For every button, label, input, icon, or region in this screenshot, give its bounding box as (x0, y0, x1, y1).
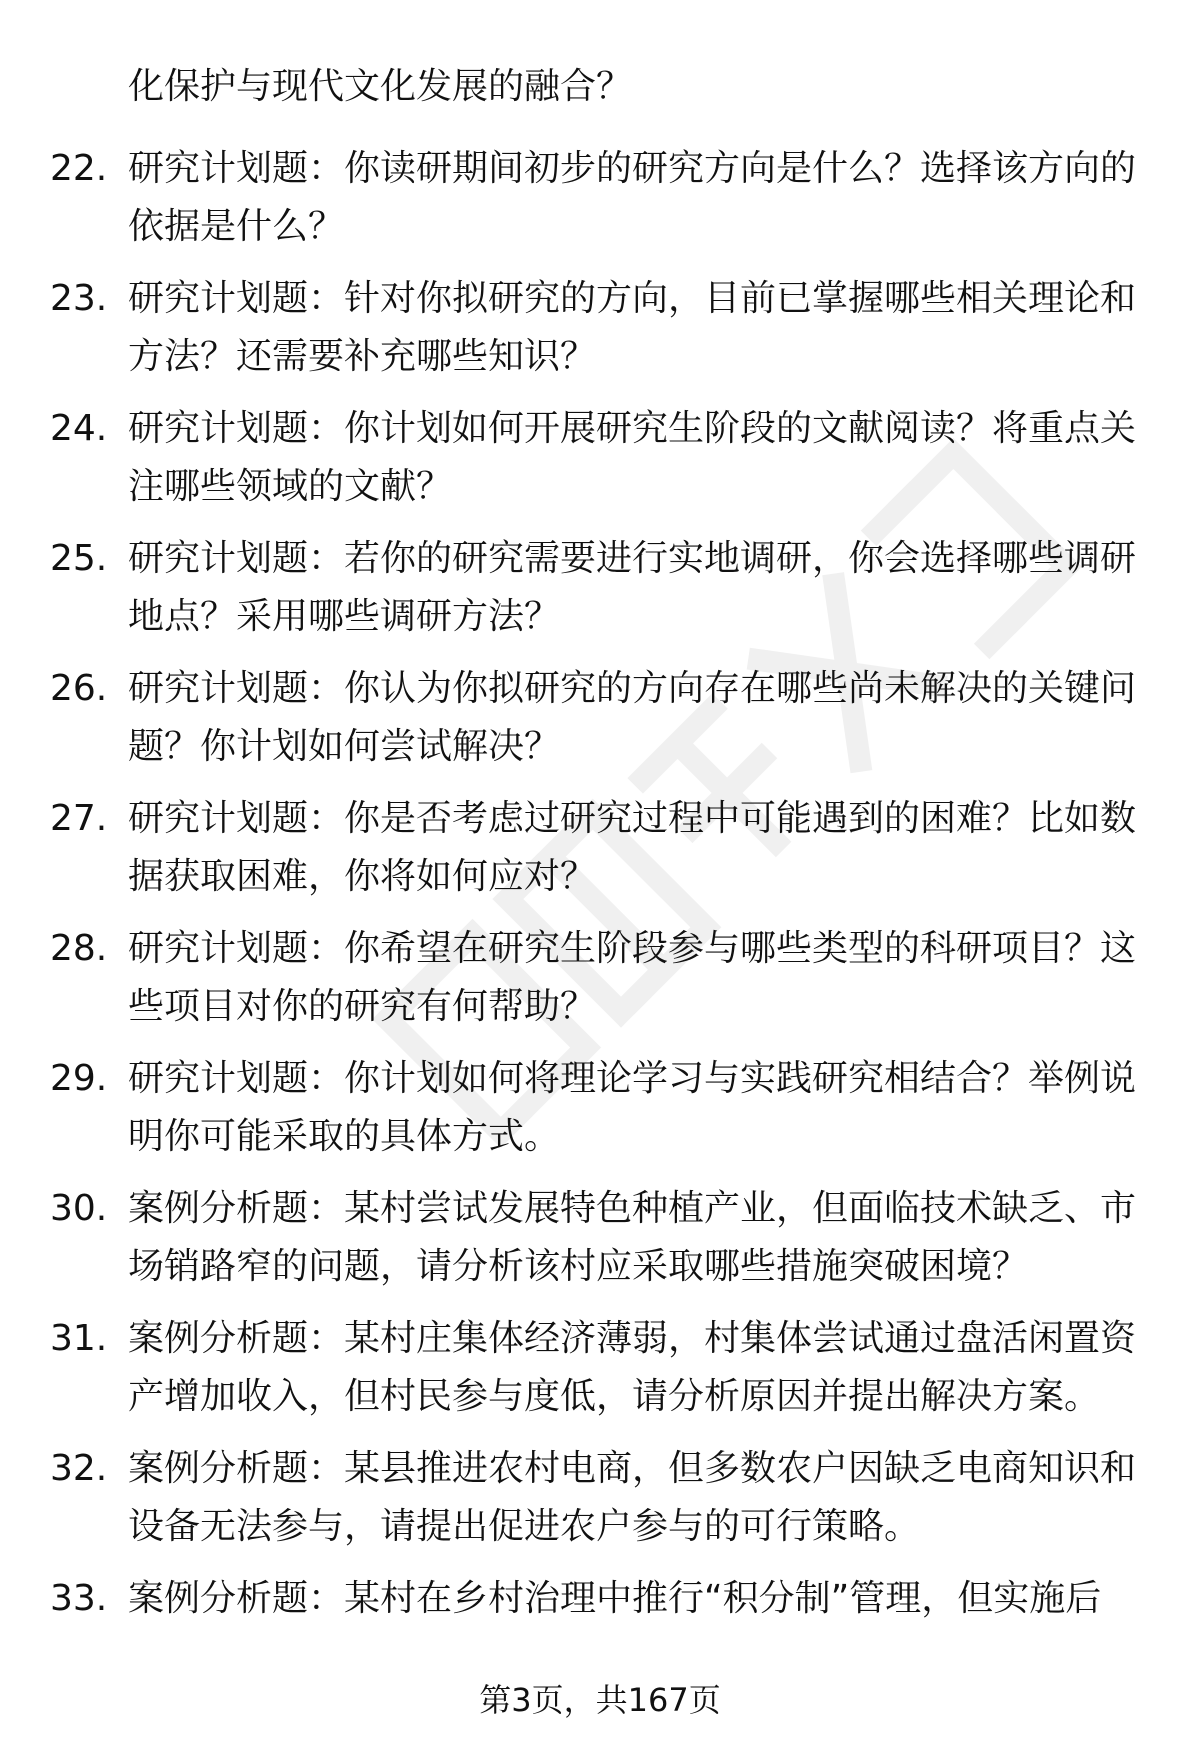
question-line: 场销路窄的问题，请分析该村应采取哪些措施突破困境？ (128, 1246, 1029, 1287)
question-text (128, 400, 1138, 516)
question-line: 案例分析题：某县推进农村电商，但多数农户因缺乏电商知识和 (128, 1448, 1137, 1489)
question-number: 30. (50, 1188, 108, 1229)
question-number: 31. (50, 1318, 108, 1359)
question-line: 研究计划题：你计划如何开展研究生阶段的文献阅读？将重点关 (128, 408, 1137, 449)
question-line: 研究计划题：若你的研究需要进行实地调研，你会选择哪些调研 (128, 538, 1137, 579)
list-item (0, 1440, 1200, 1570)
question-number: 24. (50, 408, 108, 449)
question-number: 32. (50, 1448, 108, 1489)
continuation-line: 化保护与现代文化发展的融合？ (128, 66, 633, 107)
list-item (0, 530, 1200, 660)
question-line: 依据是什么？ (128, 206, 345, 247)
question-line: 研究计划题：你希望在研究生阶段参与哪些类型的科研项目？这 (128, 928, 1137, 969)
question-line: 设备无法参与，请提出促进农户参与的可行策略。 (128, 1506, 921, 1547)
list-item (0, 270, 1200, 400)
page-footer: 第3页，共167页 (479, 1681, 721, 1719)
list-item (0, 920, 1200, 1050)
question-number: 29. (50, 1058, 108, 1099)
list-item (0, 1310, 1200, 1440)
question-number: 23. (50, 278, 108, 319)
question-line: 案例分析题：某村在乡村治理中推行“积分制”管理，但实施后 (128, 1578, 1102, 1619)
question-line: 题？你计划如何尝试解决？ (128, 726, 561, 767)
question-line: 研究计划题：你认为你拟研究的方向存在哪些尚未解决的关键问 (128, 668, 1137, 709)
question-text (128, 660, 1138, 776)
question-text (128, 530, 1138, 646)
question-line: 产增加收入，但村民参与度低，请分析原因并提出解决方案。 (128, 1376, 1101, 1417)
list-item (0, 1050, 1200, 1180)
question-number: 33. (50, 1578, 108, 1619)
question-text (128, 1440, 1138, 1556)
question-text (128, 140, 1138, 256)
question-line: 研究计划题：你计划如何将理论学习与实践研究相结合？举例说 (128, 1058, 1137, 1099)
question-text (128, 1310, 1138, 1426)
question-line: 明你可能采取的具体方式。 (128, 1116, 561, 1157)
question-line: 地点？采用哪些调研方法？ (128, 596, 561, 637)
question-text (128, 270, 1138, 386)
list-item (0, 140, 1200, 270)
question-line: 据获取困难，你将如何应对？ (128, 856, 597, 897)
question-number: 28. (50, 928, 108, 969)
list-item (0, 660, 1200, 790)
question-line: 案例分析题：某村尝试发展特色种植产业，但面临技术缺乏、市 (128, 1188, 1137, 1229)
question-line: 研究计划题：你读研期间初步的研究方向是什么？选择该方向的 (128, 148, 1137, 189)
question-text (128, 1050, 1138, 1166)
question-text (128, 1180, 1138, 1296)
list-item (0, 400, 1200, 530)
question-line: 案例分析题：某村庄集体经济薄弱，村集体尝试通过盘活闲置资 (128, 1318, 1137, 1359)
list-item (0, 1180, 1200, 1310)
question-text (128, 1570, 1138, 1628)
list-item (0, 790, 1200, 920)
question-text (128, 920, 1138, 1036)
question-line: 些项目对你的研究有何帮助？ (128, 986, 597, 1027)
question-list (0, 140, 1200, 1700)
question-line: 研究计划题：针对你拟研究的方向，目前已掌握哪些相关理论和 (128, 278, 1137, 319)
question-number: 27. (50, 798, 108, 839)
question-number: 26. (50, 668, 108, 709)
question-line: 研究计划题：你是否考虑过研究过程中可能遇到的困难？比如数 (128, 798, 1137, 839)
question-line: 方法？还需要补充哪些知识？ (128, 336, 597, 377)
question-line: 注哪些领域的文献？ (128, 466, 453, 507)
question-number: 22. (50, 148, 108, 189)
question-number: 25. (50, 538, 108, 579)
question-text (128, 790, 1138, 906)
